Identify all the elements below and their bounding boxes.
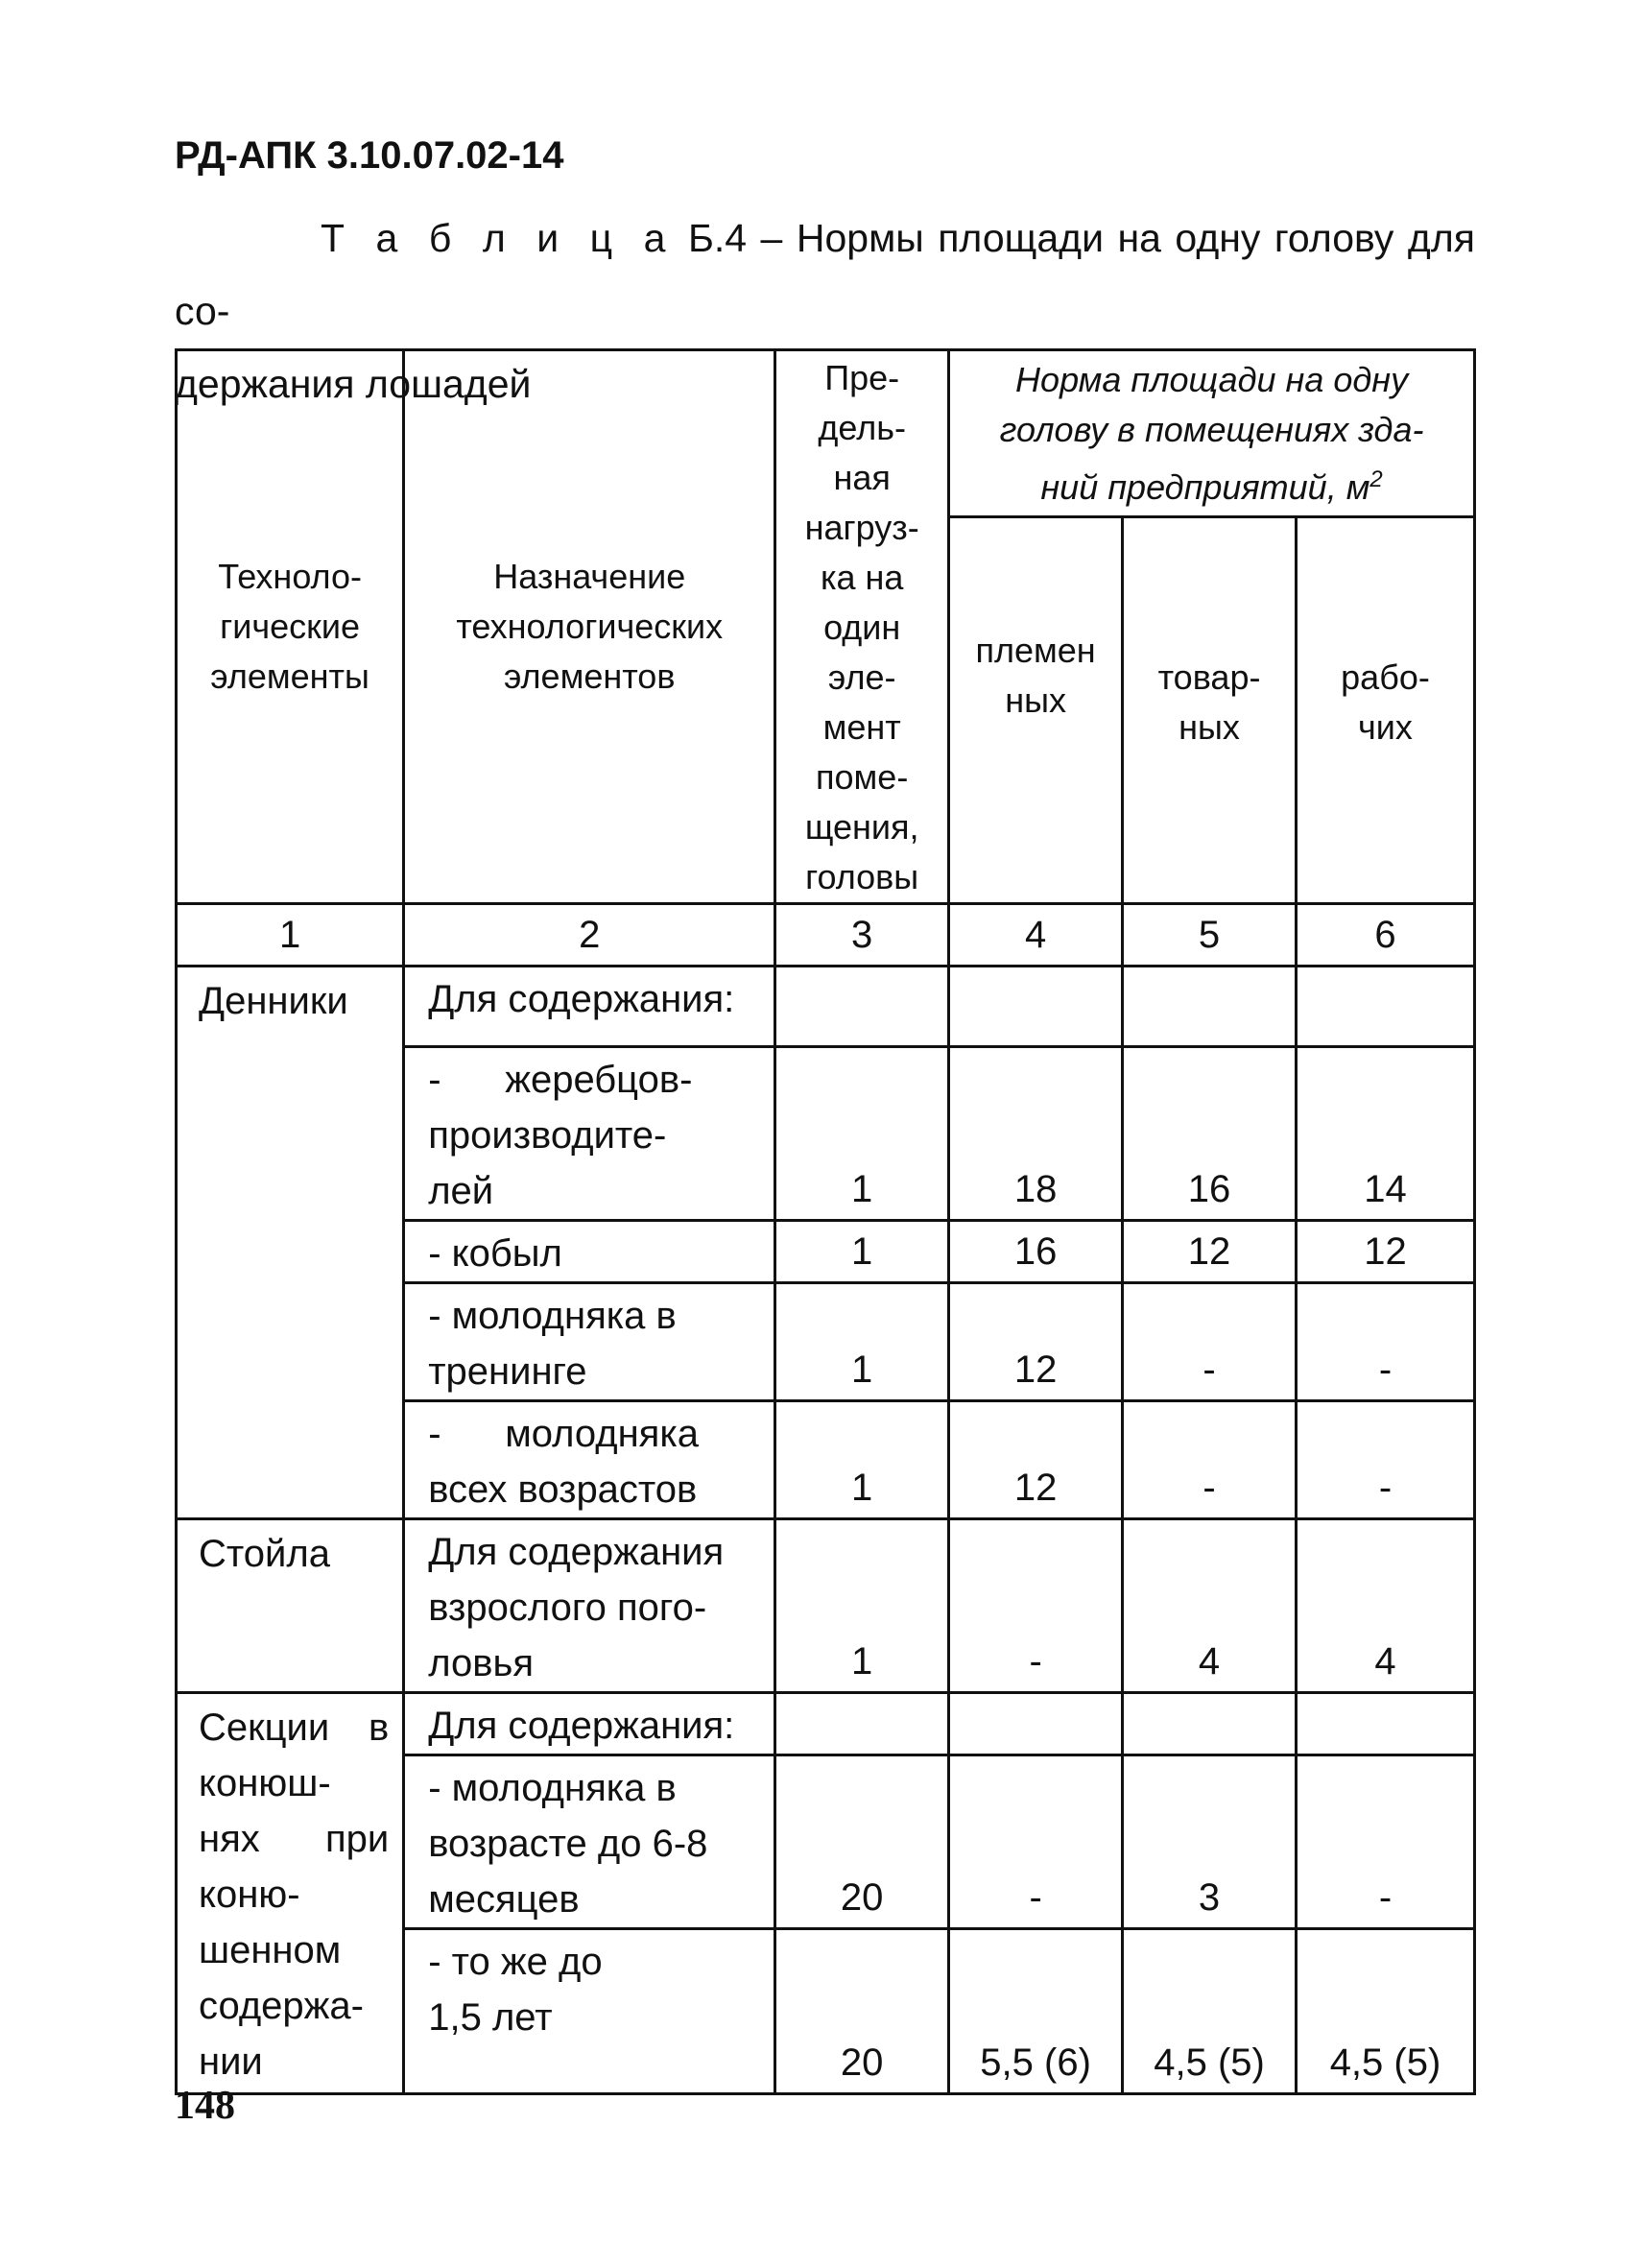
text-line: Назначение	[493, 557, 686, 596]
purpose-cell	[404, 1755, 775, 1929]
text-line: ных	[1005, 680, 1066, 720]
element-line: содержа-	[199, 1985, 364, 2027]
purpose-line: - жеребцов-	[428, 1059, 693, 1101]
text-line: голову в помещениях зда-	[999, 410, 1424, 449]
text-line: поме-	[816, 757, 909, 797]
header-working	[1296, 516, 1474, 904]
text-line: гические	[220, 607, 361, 646]
page-number: 148	[175, 2084, 235, 2128]
purpose-line: лей	[428, 1170, 494, 1212]
element-line: нях при	[199, 1818, 390, 1860]
purpose-line: тренинге	[428, 1350, 587, 1393]
purpose-cell	[404, 1283, 775, 1401]
load-value: 1	[775, 1401, 949, 1519]
purpose-line: Для содержания	[428, 1531, 725, 1573]
purpose-cell	[404, 1401, 775, 1519]
purpose-cell	[404, 1047, 775, 1221]
element-line: шенном	[199, 1929, 342, 1971]
commercial-value: -	[1123, 1283, 1297, 1401]
load-value: 20	[775, 1929, 949, 2094]
empty-cell	[1123, 967, 1297, 1047]
empty-cell	[1296, 1693, 1474, 1755]
breeding-value: 12	[949, 1401, 1123, 1519]
purpose-line: возрасте до 6-8	[428, 1823, 708, 1865]
column-number-1: 1	[177, 904, 404, 967]
text-line: мент	[822, 707, 901, 747]
text-line: головы	[805, 857, 919, 896]
table-row	[177, 1693, 1475, 1755]
working-value: 12	[1296, 1221, 1474, 1283]
header-technological-elements	[177, 350, 404, 904]
purpose-line: - молодняка в	[428, 1295, 677, 1337]
text-line: щения,	[804, 807, 919, 847]
working-value: 4	[1296, 1519, 1474, 1693]
purpose-line: 1,5 лет	[428, 1996, 553, 2039]
text-line: нагруз-	[804, 508, 919, 547]
element-line: коню-	[199, 1874, 300, 1916]
table-body	[177, 967, 1475, 2094]
text-line: товар-	[1157, 657, 1261, 697]
text-line: ний предприятий, $м^2$	[1040, 466, 1383, 507]
element-line: нии	[199, 2041, 263, 2083]
breeding-value: 18	[949, 1047, 1123, 1221]
working-value: -	[1296, 1283, 1474, 1401]
text-line: ная	[833, 458, 891, 497]
element-line: Секции в	[199, 1707, 390, 1749]
technological-element	[177, 1519, 404, 1693]
text-line: Пре-	[824, 358, 900, 397]
empty-cell	[775, 967, 949, 1047]
load-value: 1	[775, 1221, 949, 1283]
purpose-line: взрослого пого-	[428, 1587, 707, 1629]
working-value: 4,5 (5)	[1296, 1929, 1474, 2094]
table-row	[177, 1519, 1475, 1693]
column-number-4: 4	[949, 904, 1123, 967]
text-line: один	[823, 608, 901, 647]
breeding-value: 12	[949, 1283, 1123, 1401]
commercial-value: 4	[1123, 1519, 1297, 1693]
text-line: Норма площади на одну	[1015, 360, 1409, 399]
empty-cell	[775, 1693, 949, 1755]
purpose-line: месяцев	[428, 1878, 580, 1921]
commercial-value: 16	[1123, 1047, 1297, 1221]
working-value: 14	[1296, 1047, 1474, 1221]
load-value: 1	[775, 1283, 949, 1401]
caption-label: Т а б л и ц а	[321, 216, 675, 260]
commercial-value: 3	[1123, 1755, 1297, 1929]
purpose-header: Для содержания:	[404, 967, 775, 1047]
text-line: эле-	[827, 657, 896, 697]
technological-element	[177, 967, 404, 1519]
caption-title-part1: Нормы площади на одну голову для со-	[175, 216, 1475, 333]
element-line: Денники	[199, 980, 348, 1022]
purpose-line: всех возрастов	[428, 1468, 698, 1511]
header-area-norm-group	[949, 350, 1475, 517]
text-line: ных	[1179, 706, 1240, 747]
commercial-value: 4,5 (5)	[1123, 1929, 1297, 2094]
breeding-value: -	[949, 1519, 1123, 1693]
working-value: -	[1296, 1755, 1474, 1929]
purpose-cell	[404, 1519, 775, 1693]
empty-cell	[949, 1693, 1123, 1755]
header-max-load	[775, 350, 949, 904]
element-line: конюш-	[199, 1762, 331, 1804]
purpose-line: - молодняка	[428, 1413, 699, 1455]
purpose-line: - кобыл	[428, 1232, 562, 1275]
column-number-5: 5	[1123, 904, 1297, 967]
breeding-value: -	[949, 1755, 1123, 1929]
text-line: технологических	[456, 607, 724, 646]
purpose-line: - молодняка в	[428, 1767, 677, 1809]
header-commercial	[1123, 516, 1297, 904]
breeding-value: 5,5 (6)	[949, 1929, 1123, 2094]
purpose-line: - то же до	[428, 1941, 603, 1983]
caption-number: Б.4	[687, 216, 748, 260]
element-line: Стойла	[199, 1533, 330, 1575]
purpose-line: производите-	[428, 1114, 667, 1157]
table-row	[177, 967, 1475, 1047]
header-purpose	[404, 350, 775, 904]
load-value: 20	[775, 1755, 949, 1929]
text-line: рабо-	[1341, 657, 1430, 697]
purpose-header: Для содержания:	[404, 1693, 775, 1755]
text-line: элементов	[503, 657, 676, 696]
purpose-line: ловья	[428, 1642, 535, 1684]
caption-dash: –	[760, 216, 783, 260]
empty-cell	[1123, 1693, 1297, 1755]
column-number-2: 2	[404, 904, 775, 967]
working-value: -	[1296, 1401, 1474, 1519]
text-line: Техноло-	[218, 557, 362, 596]
commercial-value: -	[1123, 1401, 1297, 1519]
empty-cell	[949, 967, 1123, 1047]
norms-table	[175, 348, 1476, 2095]
column-numbers-row	[177, 904, 1475, 967]
superscript: 2	[1369, 466, 1383, 492]
load-value: 1	[775, 1047, 949, 1221]
text-line: дель-	[818, 408, 906, 447]
purpose-cell	[404, 1221, 775, 1283]
header-breeding	[949, 516, 1123, 904]
document-code: РД-АПК 3.10.07.02-14	[175, 134, 564, 177]
column-number-6: 6	[1296, 904, 1474, 967]
text-line: элементы	[210, 657, 369, 696]
commercial-value: 12	[1123, 1221, 1297, 1283]
breeding-value: 16	[949, 1221, 1123, 1283]
load-value: 1	[775, 1519, 949, 1693]
text-line: племен	[975, 630, 1096, 670]
column-number-3: 3	[775, 904, 949, 967]
purpose-cell	[404, 1929, 775, 2094]
empty-cell	[1296, 967, 1474, 1047]
text-line: ка на	[820, 558, 904, 597]
caption-title-part2: держания лошадей	[175, 362, 532, 406]
technological-element	[177, 1693, 404, 2094]
text-line: чих	[1358, 706, 1413, 747]
